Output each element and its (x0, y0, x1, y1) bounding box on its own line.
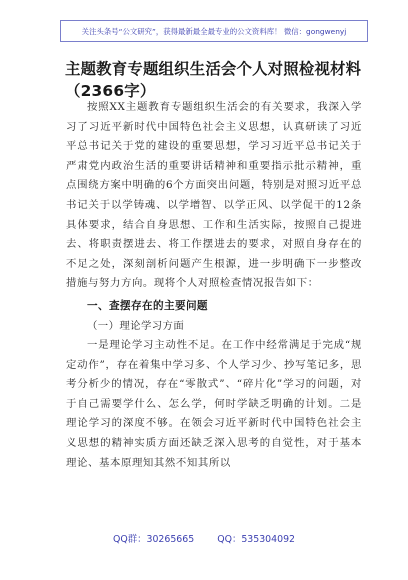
document-title: 主题教育专题组织生活会个人对照检视材料（2366字） (65, 60, 362, 100)
header-banner-text: 关注头条号“公文研究”，获得最新最全最专业的公文资料库！ 微信：gongwenyj (81, 26, 347, 36)
header-banner (60, 20, 368, 42)
body-paragraph: 一是理论学习主动性不足。在工作中经常满足于完成“规定动作”，存在着集中学习多、个人学习少、抄写笔记多，思考分析少的情况，存在“零散式”、“碎片化”学习的问题，对于自己需要学什么、怎么学，何时学缺乏明确的计划。二是理论学习的深度不够。在领会习近平新时代中国特色社会主义思想的精神实质方面还缺乏深入思考的自觉性，对于基本理论、基本原理知其然不知其所以 (66, 338, 362, 469)
subsection-heading: （一）理论学习方面 (87, 319, 185, 332)
document-body (66, 98, 362, 473)
footer-contact (0, 531, 408, 545)
section-heading: 一、查摆存在的主要问题 (87, 299, 208, 312)
intro-paragraph: 按照XX主题教育专题组织生活会的有关要求，我深入学习了习近平新时代中国特色社会主义思想，认真研读了习近平总书记关于党的建设的重要思想，学习习近平总书记关于严肃党内政治生活的重要讲话精神和重要指示批示精神，重点围绕方案中明确的6个方面突出问题，特别是对照习近平总书记关于以学铸魂、以学增智、以学正风、以学促干的12条具体要求，结合自身思想、工作和生活实际，按照自己提进去、将职责摆进去、将工作摆进去的要求，对照自身存在的不足之处，深刻剖析问题产生根源，进一步明确下一步整改措施与努力方向。现将个人对照检查情况报告如下： (66, 101, 362, 290)
footer-qq-group: QQ群：30265665 (112, 534, 195, 545)
footer-qq: QQ：535304092 (217, 534, 296, 545)
